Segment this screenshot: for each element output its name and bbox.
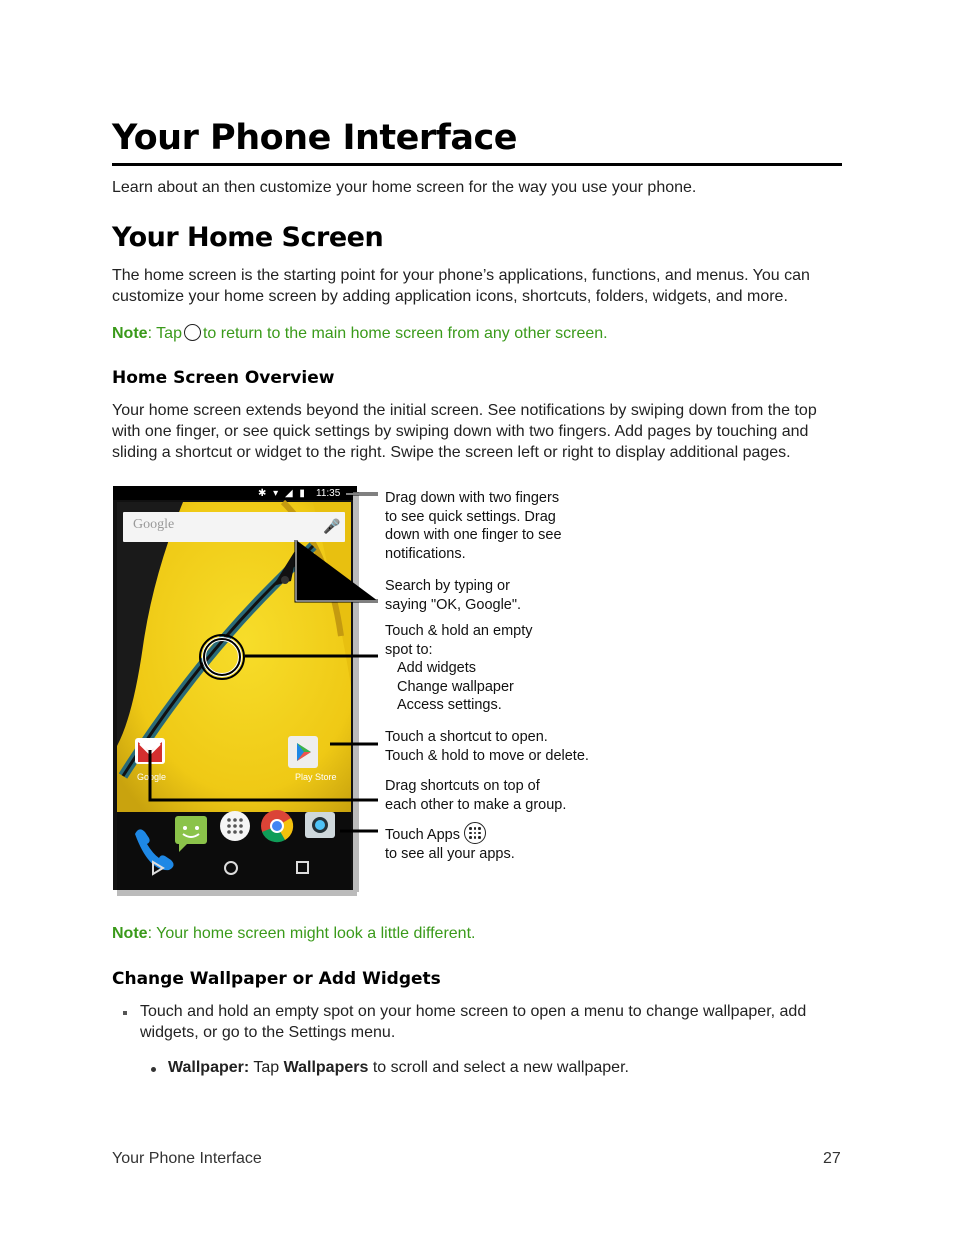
note-label: Note <box>112 325 148 342</box>
callout-line: Drag down with two fingers <box>385 490 560 506</box>
status-icons: ✱ ▾ ◢ ▮ <box>258 488 307 499</box>
page-title: Your Phone Interface <box>112 118 517 158</box>
intro-text: Learn about an then customize your home screen for the way you use your phone. <box>112 179 697 196</box>
callout-apps <box>385 822 515 863</box>
mic-icon: 🎤 <box>323 518 341 534</box>
callout-notifications <box>385 489 562 563</box>
callout-item: Access settings. <box>397 697 502 714</box>
home-screen-paragraph: The home screen is the starting point for your phone’s applications, functions, and menus. You can customize your home screen by adding application icons, shortcuts, folders, widgets, and more. <box>112 267 810 305</box>
bullet-touch-hold: Touch and hold an empty spot on your home screen to open a menu to change wallpaper, add widgets, or go to the Settings menu. <box>140 1003 807 1041</box>
callout-line: spot to: <box>385 641 433 658</box>
callout-line: down with one finger to see <box>385 527 562 544</box>
callout-search <box>385 577 521 614</box>
wallpaper-text-end: to scroll and select a new wallpaper. <box>368 1059 629 1076</box>
callout-line: saying "OK, Google". <box>385 596 522 613</box>
home-screen-heading: Your Home Screen <box>112 222 384 253</box>
callout-line: Touch & hold an empty <box>385 623 533 639</box>
callout-item: Change wallpaper <box>397 678 514 695</box>
callout-item: Add widgets <box>397 660 476 677</box>
bullet-dot <box>151 1067 156 1072</box>
bullet-square <box>123 1011 127 1015</box>
callout-line: to see all your apps. <box>385 845 515 862</box>
overview-paragraph: Your home screen extends beyond the initial screen. See notifications by swiping down from the top with one finger, or see quick settings by swiping down with two fingers. Add pages by touching and sliding a shortcut or widget to the right. Swipe the screen left or right to display additional pages. <box>112 402 817 461</box>
callout-touch-hold <box>385 622 533 715</box>
wallpaper-text: Tap <box>249 1059 284 1076</box>
page-number: 27 <box>823 1150 841 1167</box>
note-text: : Your home screen might look a little different. <box>147 925 476 942</box>
callout-line: Touch Apps <box>385 827 460 843</box>
google-search-bar: Google <box>133 517 175 532</box>
callout-shortcut <box>385 728 589 765</box>
note-text-post: to return to the main home screen from any other screen. <box>202 325 608 342</box>
callout-group <box>385 777 566 814</box>
callout-line: to see quick settings. Drag <box>385 508 556 525</box>
bullet-wallpaper <box>168 1057 848 1078</box>
apps-icon <box>464 822 486 844</box>
callout-line: Search by typing or <box>385 578 510 594</box>
note-text-pre: : Tap <box>147 325 182 342</box>
footer-section: Your Phone Interface <box>112 1150 262 1167</box>
callout-line: each other to make a group. <box>385 796 567 813</box>
callout-line: Drag shortcuts on top of <box>385 778 540 794</box>
wallpaper-heading: Change Wallpaper or Add Widgets <box>112 969 441 989</box>
callout-line: Touch & hold to move or delete. <box>385 747 589 764</box>
overview-heading: Home Screen Overview <box>112 368 335 388</box>
note-label: Note <box>112 925 148 942</box>
callout-line: Touch a shortcut to open. <box>385 729 548 745</box>
note-different <box>112 923 475 944</box>
wallpaper-label: Wallpaper: <box>168 1059 250 1076</box>
gmail-app-label: Google <box>137 772 167 782</box>
wallpapers-term: Wallpapers <box>283 1059 369 1076</box>
playstore-app-label: Play Store <box>295 772 337 782</box>
callout-line: notifications. <box>385 545 466 562</box>
status-time: 11:35 <box>316 488 341 499</box>
